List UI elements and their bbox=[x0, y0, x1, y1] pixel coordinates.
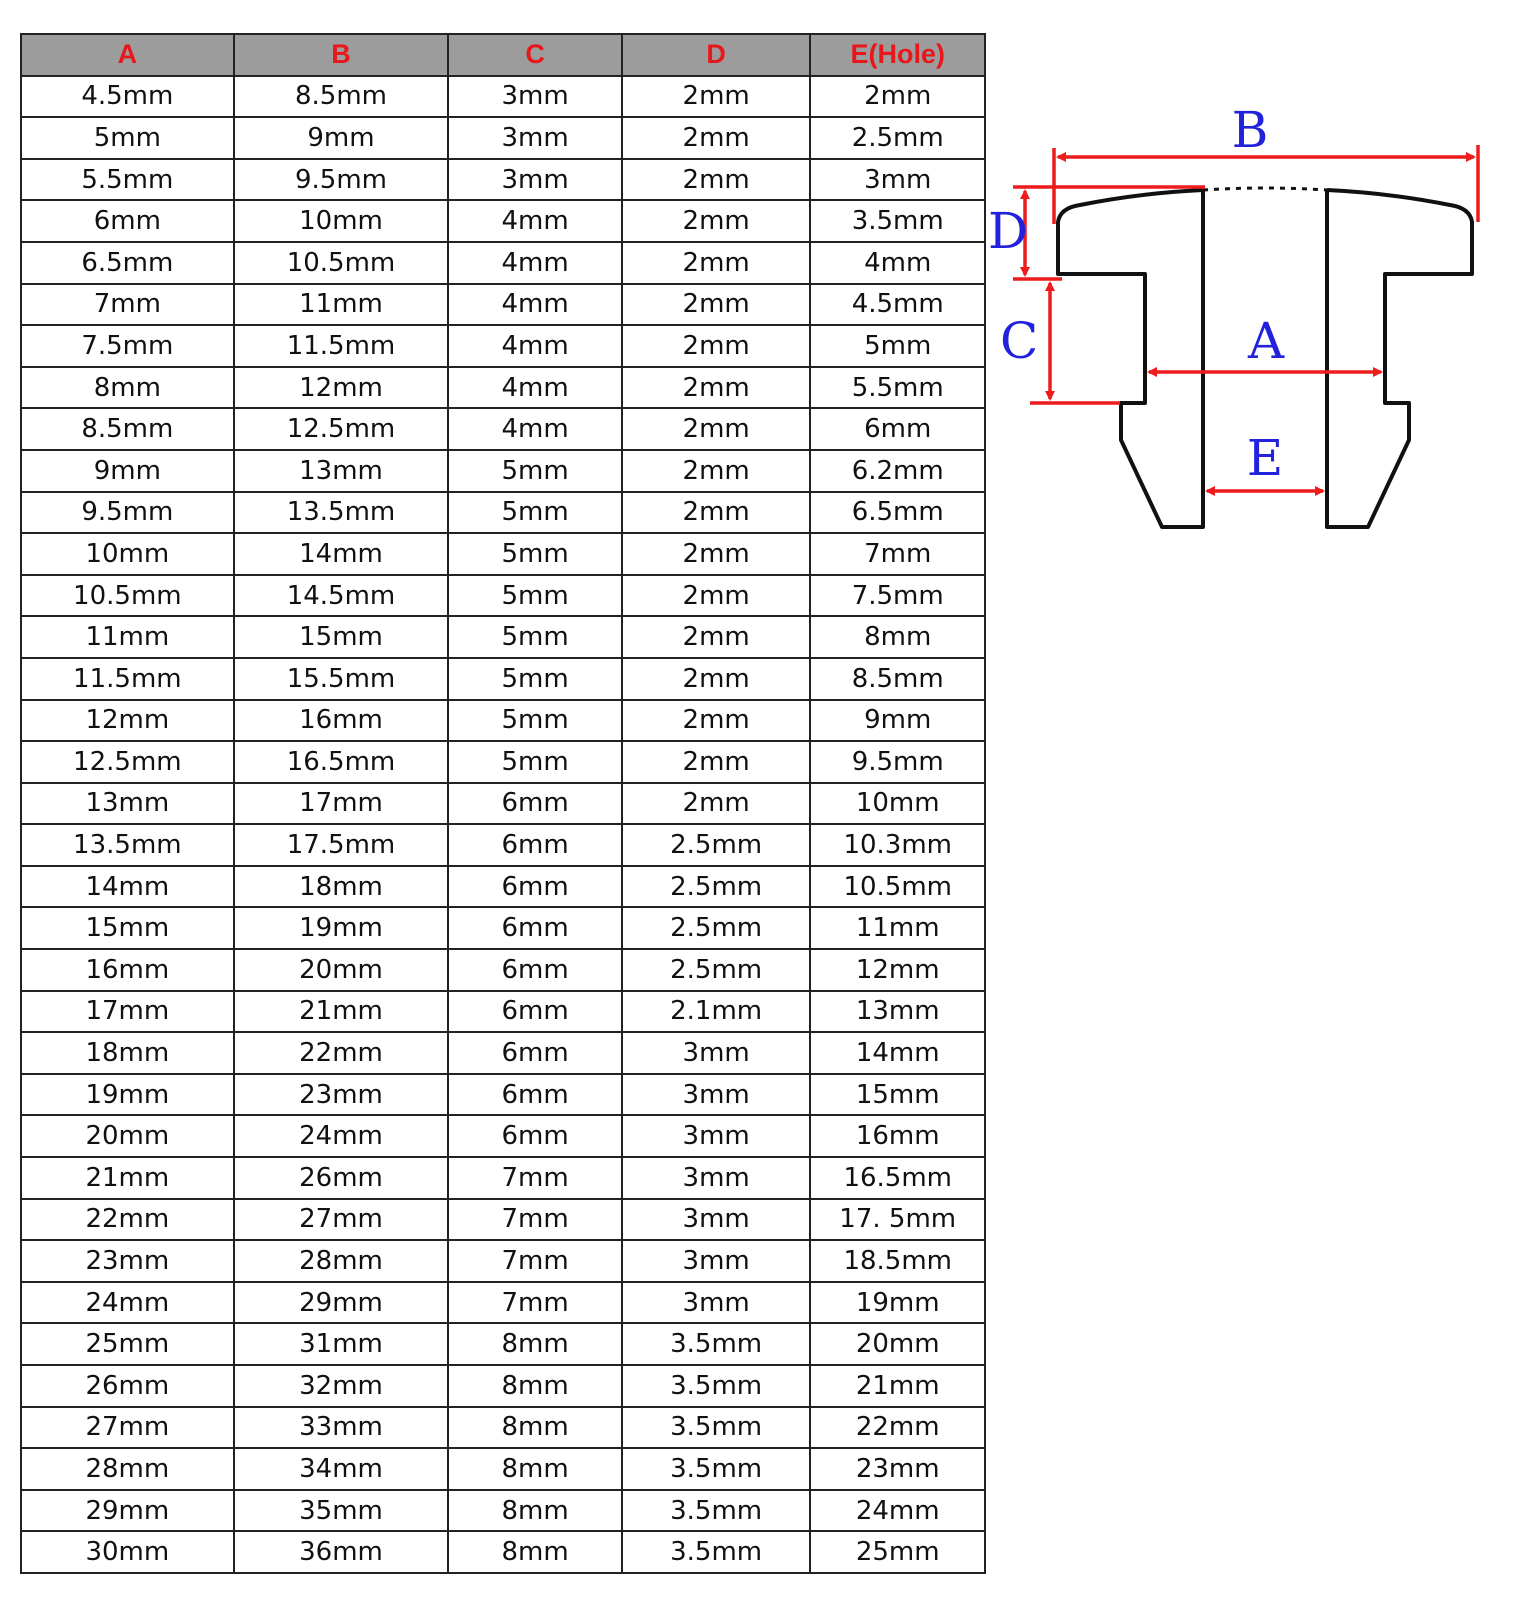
header-c: C bbox=[448, 34, 622, 76]
table-cell: 6.5mm bbox=[21, 242, 234, 284]
table-cell: 2mm bbox=[622, 533, 811, 575]
table-cell: 6mm bbox=[448, 783, 622, 825]
table-row bbox=[21, 533, 985, 575]
table-cell: 24mm bbox=[810, 1490, 985, 1532]
table-cell: 6mm bbox=[448, 1074, 622, 1116]
table-cell: 22mm bbox=[810, 1407, 985, 1449]
table-cell: 4mm bbox=[448, 408, 622, 450]
label-d: D bbox=[988, 202, 1029, 260]
table-cell: 7mm bbox=[448, 1282, 622, 1324]
table-row bbox=[21, 1157, 985, 1199]
table-row bbox=[21, 1032, 985, 1074]
table-row bbox=[21, 1531, 985, 1573]
table-cell: 6mm bbox=[448, 866, 622, 908]
table-cell: 15mm bbox=[234, 616, 449, 658]
table-row bbox=[21, 1407, 985, 1449]
table-cell: 26mm bbox=[21, 1365, 234, 1407]
table-cell: 5.5mm bbox=[810, 367, 985, 409]
header-e-hole: E(Hole) bbox=[810, 34, 985, 76]
table-cell: 4mm bbox=[448, 367, 622, 409]
table-cell: 4.5mm bbox=[810, 284, 985, 326]
table-cell: 9mm bbox=[21, 450, 234, 492]
table-cell: 8mm bbox=[448, 1531, 622, 1573]
table-cell: 34mm bbox=[234, 1448, 449, 1490]
table-cell: 9.5mm bbox=[21, 492, 234, 534]
table-cell: 35mm bbox=[234, 1490, 449, 1532]
table-cell: 11.5mm bbox=[21, 658, 234, 700]
table-cell: 6mm bbox=[448, 907, 622, 949]
table-cell: 3mm bbox=[622, 1240, 811, 1282]
table-cell: 9mm bbox=[810, 700, 985, 742]
table-cell: 10mm bbox=[234, 200, 449, 242]
table-cell: 17.5mm bbox=[234, 824, 449, 866]
table-cell: 26mm bbox=[234, 1157, 449, 1199]
table-cell: 4mm bbox=[810, 242, 985, 284]
table-row bbox=[21, 242, 985, 284]
table-cell: 21mm bbox=[21, 1157, 234, 1199]
table-cell: 13.5mm bbox=[234, 492, 449, 534]
table-cell: 2mm bbox=[622, 575, 811, 617]
table-cell: 4mm bbox=[448, 284, 622, 326]
table-cell: 3.5mm bbox=[810, 200, 985, 242]
table-cell: 2mm bbox=[622, 700, 811, 742]
table-cell: 7mm bbox=[448, 1240, 622, 1282]
table-row bbox=[21, 575, 985, 617]
table-cell: 8mm bbox=[448, 1323, 622, 1365]
table-cell: 18mm bbox=[21, 1032, 234, 1074]
table-cell: 15mm bbox=[21, 907, 234, 949]
table-cell: 22mm bbox=[21, 1199, 234, 1241]
table-cell: 4mm bbox=[448, 200, 622, 242]
table-cell: 25mm bbox=[810, 1531, 985, 1573]
table-cell: 32mm bbox=[234, 1365, 449, 1407]
table-cell: 14mm bbox=[234, 533, 449, 575]
right-half-outline bbox=[1327, 190, 1472, 527]
table-cell: 2mm bbox=[622, 783, 811, 825]
table-cell: 23mm bbox=[234, 1074, 449, 1116]
table-cell: 22mm bbox=[234, 1032, 449, 1074]
label-a: A bbox=[1247, 312, 1285, 370]
table-cell: 11mm bbox=[810, 907, 985, 949]
table-cell: 2mm bbox=[622, 450, 811, 492]
table-cell: 8mm bbox=[448, 1490, 622, 1532]
table-cell: 6.2mm bbox=[810, 450, 985, 492]
table-cell: 2mm bbox=[622, 117, 811, 159]
table-row bbox=[21, 616, 985, 658]
table-row bbox=[21, 991, 985, 1033]
table-cell: 2mm bbox=[622, 242, 811, 284]
table-cell: 2.5mm bbox=[622, 824, 811, 866]
table-row bbox=[21, 658, 985, 700]
table-cell: 2.5mm bbox=[622, 907, 811, 949]
table-cell: 10.5mm bbox=[21, 575, 234, 617]
table-cell: 10mm bbox=[810, 783, 985, 825]
table-cell: 36mm bbox=[234, 1531, 449, 1573]
left-half-outline bbox=[1058, 190, 1203, 527]
table-cell: 33mm bbox=[234, 1407, 449, 1449]
table-cell: 10.5mm bbox=[810, 866, 985, 908]
table-cell: 3mm bbox=[622, 1115, 811, 1157]
table-cell: 6mm bbox=[448, 1115, 622, 1157]
table-cell: 24mm bbox=[234, 1115, 449, 1157]
table-cell: 18.5mm bbox=[810, 1240, 985, 1282]
table-cell: 3.5mm bbox=[622, 1490, 811, 1532]
table-row bbox=[21, 1490, 985, 1532]
table-cell: 16mm bbox=[810, 1115, 985, 1157]
table-cell: 28mm bbox=[21, 1448, 234, 1490]
table-row bbox=[21, 824, 985, 866]
table-cell: 6mm bbox=[448, 824, 622, 866]
table-cell: 12mm bbox=[21, 700, 234, 742]
table-cell: 4mm bbox=[448, 325, 622, 367]
table-cell: 6mm bbox=[448, 991, 622, 1033]
table-cell: 7mm bbox=[810, 533, 985, 575]
table-cell: 31mm bbox=[234, 1323, 449, 1365]
table-cell: 6mm bbox=[448, 949, 622, 991]
table-row bbox=[21, 949, 985, 991]
table-row bbox=[21, 700, 985, 742]
table-cell: 21mm bbox=[234, 991, 449, 1033]
table-cell: 3.5mm bbox=[622, 1323, 811, 1365]
table-cell: 13mm bbox=[234, 450, 449, 492]
table-cell: 14.5mm bbox=[234, 575, 449, 617]
table-cell: 3mm bbox=[448, 117, 622, 159]
table-cell: 15.5mm bbox=[234, 658, 449, 700]
table-cell: 2mm bbox=[622, 159, 811, 201]
table-cell: 10.5mm bbox=[234, 242, 449, 284]
table-cell: 18mm bbox=[234, 866, 449, 908]
table-cell: 8mm bbox=[448, 1407, 622, 1449]
table-cell: 6.5mm bbox=[810, 492, 985, 534]
table-cell: 2.1mm bbox=[622, 991, 811, 1033]
table-cell: 13mm bbox=[810, 991, 985, 1033]
table-cell: 2mm bbox=[622, 200, 811, 242]
table-cell: 30mm bbox=[21, 1531, 234, 1573]
table-row bbox=[21, 1240, 985, 1282]
table-cell: 23mm bbox=[21, 1240, 234, 1282]
table-cell: 11.5mm bbox=[234, 325, 449, 367]
table-cell: 20mm bbox=[810, 1323, 985, 1365]
table-row bbox=[21, 408, 985, 450]
table-row bbox=[21, 866, 985, 908]
header-d: D bbox=[622, 34, 811, 76]
table-row bbox=[21, 492, 985, 534]
label-b: B bbox=[1231, 101, 1269, 159]
table-cell: 2mm bbox=[622, 741, 811, 783]
table-cell: 3mm bbox=[622, 1032, 811, 1074]
table-cell: 8.5mm bbox=[21, 408, 234, 450]
table-cell: 8mm bbox=[448, 1365, 622, 1407]
table-row bbox=[21, 783, 985, 825]
table-cell: 3mm bbox=[622, 1074, 811, 1116]
table-cell: 14mm bbox=[810, 1032, 985, 1074]
table-cell: 2.5mm bbox=[622, 949, 811, 991]
table-cell: 19mm bbox=[810, 1282, 985, 1324]
table-cell: 5mm bbox=[448, 658, 622, 700]
table-row bbox=[21, 117, 985, 159]
table-cell: 5mm bbox=[448, 700, 622, 742]
table-cell: 2mm bbox=[622, 616, 811, 658]
table-cell: 6mm bbox=[448, 1032, 622, 1074]
table-cell: 4mm bbox=[448, 242, 622, 284]
table-row bbox=[21, 741, 985, 783]
table-body bbox=[21, 76, 985, 1573]
grommet-diagram bbox=[980, 95, 1500, 535]
table-cell: 29mm bbox=[21, 1490, 234, 1532]
table-cell: 5mm bbox=[448, 575, 622, 617]
table-cell: 9mm bbox=[234, 117, 449, 159]
table-cell: 16mm bbox=[234, 700, 449, 742]
table-cell: 3mm bbox=[622, 1282, 811, 1324]
table-cell: 16.5mm bbox=[810, 1157, 985, 1199]
table-cell: 16.5mm bbox=[234, 741, 449, 783]
table-cell: 13.5mm bbox=[21, 824, 234, 866]
table-cell: 8mm bbox=[448, 1448, 622, 1490]
table-cell: 5mm bbox=[21, 117, 234, 159]
table-cell: 3.5mm bbox=[622, 1448, 811, 1490]
table-cell: 6mm bbox=[21, 200, 234, 242]
table-cell: 3.5mm bbox=[622, 1365, 811, 1407]
table-cell: 4.5mm bbox=[21, 76, 234, 118]
table-cell: 8.5mm bbox=[234, 76, 449, 118]
table-cell: 12mm bbox=[810, 949, 985, 991]
table-cell: 14mm bbox=[21, 866, 234, 908]
table-cell: 7.5mm bbox=[21, 325, 234, 367]
table-cell: 16mm bbox=[21, 949, 234, 991]
table-cell: 3mm bbox=[810, 159, 985, 201]
table-cell: 6mm bbox=[810, 408, 985, 450]
table-cell: 8.5mm bbox=[810, 658, 985, 700]
table-cell: 12mm bbox=[234, 367, 449, 409]
table-cell: 5mm bbox=[448, 492, 622, 534]
table-cell: 5mm bbox=[448, 616, 622, 658]
table-cell: 7mm bbox=[448, 1199, 622, 1241]
table-row bbox=[21, 325, 985, 367]
table-cell: 2mm bbox=[622, 492, 811, 534]
table-cell: 5mm bbox=[448, 741, 622, 783]
table-cell: 29mm bbox=[234, 1282, 449, 1324]
table-row bbox=[21, 1448, 985, 1490]
table-row bbox=[21, 907, 985, 949]
table-cell: 19mm bbox=[21, 1074, 234, 1116]
table-row bbox=[21, 450, 985, 492]
table-cell: 7mm bbox=[448, 1157, 622, 1199]
table-cell: 12.5mm bbox=[21, 741, 234, 783]
table-cell: 25mm bbox=[21, 1323, 234, 1365]
table-cell: 28mm bbox=[234, 1240, 449, 1282]
table-cell: 2.5mm bbox=[810, 117, 985, 159]
table-cell: 20mm bbox=[21, 1115, 234, 1157]
table-cell: 3.5mm bbox=[622, 1531, 811, 1573]
table-cell: 3.5mm bbox=[622, 1407, 811, 1449]
table-cell: 2mm bbox=[622, 284, 811, 326]
table-row bbox=[21, 1115, 985, 1157]
table-cell: 2.5mm bbox=[622, 866, 811, 908]
table-cell: 2mm bbox=[622, 367, 811, 409]
table-cell: 5mm bbox=[810, 325, 985, 367]
table-cell: 2mm bbox=[622, 658, 811, 700]
table-cell: 17mm bbox=[234, 783, 449, 825]
top-dotted-line bbox=[1203, 188, 1327, 190]
label-c: C bbox=[1000, 312, 1039, 370]
table-cell: 2mm bbox=[622, 76, 811, 118]
table-cell: 5mm bbox=[448, 450, 622, 492]
table-cell: 20mm bbox=[234, 949, 449, 991]
table-cell: 10mm bbox=[21, 533, 234, 575]
table-row bbox=[21, 76, 985, 118]
table-cell: 8mm bbox=[810, 616, 985, 658]
table-row bbox=[21, 1074, 985, 1116]
table-cell: 27mm bbox=[234, 1199, 449, 1241]
table-cell: 17. 5mm bbox=[810, 1199, 985, 1241]
header-a: A bbox=[21, 34, 234, 76]
table-row bbox=[21, 284, 985, 326]
table-cell: 17mm bbox=[21, 991, 234, 1033]
size-table bbox=[20, 33, 986, 1574]
table-row bbox=[21, 1199, 985, 1241]
table-cell: 10.3mm bbox=[810, 824, 985, 866]
table-cell: 27mm bbox=[21, 1407, 234, 1449]
table-row bbox=[21, 1323, 985, 1365]
table-cell: 3mm bbox=[448, 159, 622, 201]
table-cell: 3mm bbox=[448, 76, 622, 118]
table-cell: 23mm bbox=[810, 1448, 985, 1490]
table-cell: 5.5mm bbox=[21, 159, 234, 201]
table-cell: 7mm bbox=[21, 284, 234, 326]
table-cell: 2mm bbox=[622, 408, 811, 450]
table-cell: 13mm bbox=[21, 783, 234, 825]
dimension-labels bbox=[988, 101, 1285, 487]
table-cell: 12.5mm bbox=[234, 408, 449, 450]
table-cell: 11mm bbox=[21, 616, 234, 658]
table-cell: 2mm bbox=[622, 325, 811, 367]
table-cell: 3mm bbox=[622, 1199, 811, 1241]
table-row bbox=[21, 200, 985, 242]
table-cell: 24mm bbox=[21, 1282, 234, 1324]
table-cell: 2mm bbox=[810, 76, 985, 118]
table-header-row bbox=[21, 34, 985, 76]
header-b: B bbox=[234, 34, 449, 76]
table-cell: 21mm bbox=[810, 1365, 985, 1407]
table-row bbox=[21, 1282, 985, 1324]
table-cell: 19mm bbox=[234, 907, 449, 949]
table-cell: 7.5mm bbox=[810, 575, 985, 617]
table-row bbox=[21, 1365, 985, 1407]
table-row bbox=[21, 367, 985, 409]
table-cell: 15mm bbox=[810, 1074, 985, 1116]
table-cell: 8mm bbox=[21, 367, 234, 409]
table-cell: 11mm bbox=[234, 284, 449, 326]
table-cell: 3mm bbox=[622, 1157, 811, 1199]
table-cell: 9.5mm bbox=[234, 159, 449, 201]
table-cell: 9.5mm bbox=[810, 741, 985, 783]
table-row bbox=[21, 159, 985, 201]
label-e: E bbox=[1246, 429, 1284, 487]
table-cell: 5mm bbox=[448, 533, 622, 575]
